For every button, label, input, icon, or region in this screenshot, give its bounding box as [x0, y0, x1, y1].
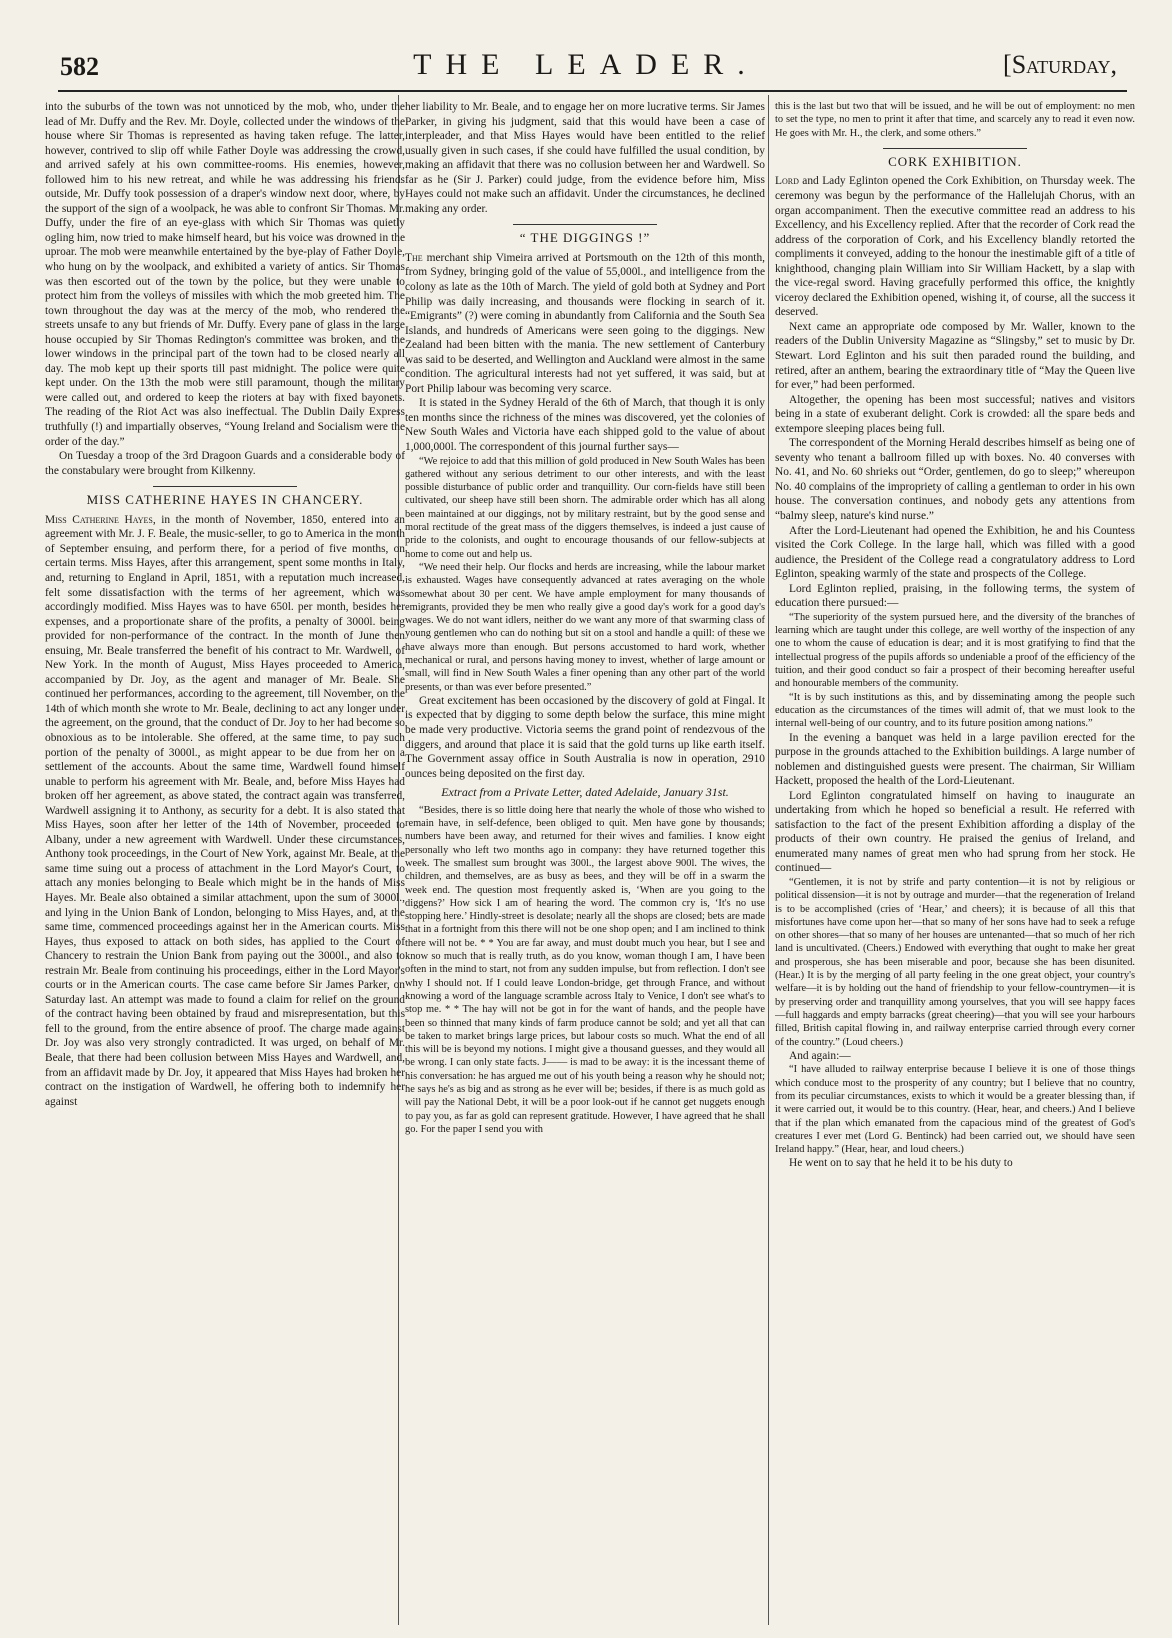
quoted-paragraph: “Besides, there is so little doing here that nearly the whole of those who wished to remain have, in self-defence, been obliged to quit. Men have gone by thousands; numbers have been away, and returned for their wives and families. I know eight personally who left two months ago in company: they have returned together this week. The smallest sum brought was 300l., the largest above 900l. The wives, the children, and themselves, are as busy as bees, and they will be off in a swarm the week end. The question most frequently asked is, ‘When are you going to the diggens?’ How sick I am of hearing the word. The common cry is, ‘It's no use stopping here.’ Hindly-street is desolate; nearly all the shops are closed; bets are made that in a fortnight from this there will not be one shop open; and I am inclined to think there will not be. * * You are far away, and must doubt much you hear, but I see and know so much that is really truth, as do you know, woman though I am, I have been often in the mind to start, not from any sudden impulse, but from reflection. I don't see why I should not. If I could leave London-bridge, get through France, and without knowing a word of the language scramble across Italy to Venice, I don't see what's to stop me. * * The hay will not be got in for the want of hands, and the people have been so thinned that many kinds of farm produce cannot be sold; and yet all that can be taken to market brings large prices, but labour costs so much. What the end of all this will be is beyond my notions. I might give a thousand guesses, and they would all be wrong. I can only state facts. J—— is mad to be away: it is the incessant theme of his conversation: he has argued me out of his youth being a reason why he should not; he says he's as big and as strong as he ever will be; besides, if there is as much gold as will pay the National Debt, it will be a poor look-out if he cannot get nuggets enough to pay you, as far as gold can represent gratitude. However, I have agreed that he shall go. For the paper I send you with: [405, 804, 765, 1135]
article-paragraph: Lord Eglinton congratulated himself on having to inaugurate an undertaking from which he hoped so beneficial a result. He referred with satisfaction to the fact of the present Exhibition affording a display of the products of their own country. He praised the genius of Ireland, and enumerated many names of great men who had sprung from her stock. He continued—: [775, 789, 1135, 875]
lead-in: The: [405, 251, 423, 264]
article-paragraph: Lord Eglinton replied, praising, in the following terms, the system of education there pursued:—: [775, 582, 1135, 610]
article-paragraph: He went on to say that he held it to be his duty to: [789, 1157, 1013, 1170]
quoted-paragraph: “We rejoice to add that this million of gold produced in New South Wales has been gathered without any serious detriment to our other interests, and with the least possible disturbance of public order and tranquillity. Our corn-fields have still been cultivated, our sheep have still been shorn. The admirable order which has all along been maintained at our diggings, not by military restraint, but by the good sense and moral rectitude of the great mass of the diggers themselves, is indeed a just cause of pride to the colonists, and ought to encourage thousands of our fellow-subjects at home to come out and help us.: [405, 455, 765, 560]
article-paragraph: The merchant ship Vimeira arrived at Portsmouth on the 12th of this month, from Sydney, bringing gold of the value of 55,000l., and intelligence from the colony as late as the 10th of March. The yield of gold both at Sydney and Port Philip was daily increasing, and thousands were flocking in search of it. “Emigrants” (?) were coming in abundantly from California and the South Sea Islands, and hundreds of Americans were seen going to the diggings. New Zealand had been bitten with the mania. The new settlement of Canterbury was said to be deserted, and Wellington and Auckland were almost in the same condition. The agricultural interests had not yet suffered, it was said, but at Port Philip labour was becoming very scarce.: [405, 251, 765, 395]
article-paragraph: Miss Catherine Hayes, in the month of November, 1850, entered into an agreement with Mr. J. F. Beale, the music-seller, to go to America in the month of September ensuing, and perform there, for a period of five months, on certain terms. Miss Hayes, after this arrangement, spent some months in Italy, and, returning to England in April, 1851, with a reputation much increased, felt some dissatisfaction with the terms of her agreement, which was accordingly modified. Miss Hayes was to have 650l. per month, besides her expenses, and a proportionate share of the profits, a penalty of 3000l. being provided for non-performance of the contract. In the month of June then ensuing, Mr. Beale transferred the benefit of his contract to Mr. Wardwell, of New York. In the month of August, Miss Hayes proceeded to America, accompanied by Dr. Joy, as the agent and manager of Mr. Beale. She continued her performances, according to the agreement, till November, on the 14th of which month she wrote to Mr. Beale, declining to act any longer under the agreement, on the ground, that the conduct of Dr. Joy to her had become so obnoxious as to be intolerable. She offered, at the same time, to pay such portion of the penalty of 3000l., as might appear to be due from her on a settlement of the accounts. About the same time, Wardwell found himself unable to perform his agreement with Mr. Beale, and, before Miss Hayes had broken off her agreement, as above stated, the contract again was transferred, Wardwell assigning it to Anthony, as security for a debt. It is also stated that Miss Hayes, soon after her letter of the 14th of November, proceeded to Albany, under a new agreement with Wardwell. Under these circumstances, Anthony took proceedings, in the Court of New York, against Mr. Beale, at the same time suing out a process of attachment in the Lord Mayor's Court, to attach any monies belonging to Beale which might be in the hands of Miss Hayes. Mr. Beale also obtained a similar attachment, upon the sum of 3000l., and lying in the Union Bank of London, belonging to Miss Hayes, and, at the same time, commenced proceedings against her in the American courts. Miss Hayes, thus exposed to attack on both sides, has applied to the Court of Chancery to restrain the Union Bank from paying out the 3000l., and also to restrain Mr. Beale from continuing his proceedings, either in the Lord Mayor's courts or in the American courts. The case came before Sir James Parker, on Saturday last. An attempt was made to found a claim for relief on the ground of the contract having been obtained by fraud and misrepresentation, but this fell to the ground, from the entire absence of proof. The charge made against Dr. Joy was also very strongly contradicted. It was urged, on behalf of Mr. Beale, that there had been collusion between Miss Hayes and Wardwell, and, from an affidavit made by Dr. Joy, it appeared that Miss Hayes had broken her contract on the instigation of Wardwell, he offering both to indemnify her against: [45, 513, 405, 1108]
lead-in: Lord: [775, 175, 799, 188]
column-3: [775, 100, 1135, 1625]
quoted-paragraph: “The superiority of the system pursued here, and the diversity of the branches of learning which are taught under this college, are well worthy of the inspection of any one to whom the cause of education is dear; and it is most gratifying to find that the intellectual progress of the pupils affords so undeniable a proof of the efficiency of the tuition, and their good conduct so fair a prospect of their becoming hereafter useful and honourable members of the community.: [775, 611, 1135, 690]
section-rule: [513, 224, 657, 225]
masthead: [0, 0, 1172, 92]
article-paragraph: The correspondent of the Morning Herald describes himself as being one of seventy who tenant a ballroom filled up with boxes. No. 40 converses with No. 41, and No. 60 shrieks out “Order, gentlemen, do go to sleep;” whereupon No. 40 complains of the impropriety of calling a gentleman to order in his own house. The conversation continues, and nobody gets any attentions from “balmy sleep, nature's kind nurse.”: [775, 437, 1135, 523]
article-paragraph: Altogether, the opening has been most successful; natives and visitors being in a state of exuberant delight. Cork is crowded: all the spare beds and extempore sleeping places being full.: [775, 393, 1135, 435]
subheading: Extract from a Private Letter, dated Adelaide, January 31st.: [441, 785, 729, 800]
section-heading: MISS CATHERINE HAYES IN CHANCERY.: [86, 492, 364, 508]
article-paragraph: Great excitement has been occasioned by the discovery of gold at Fingal. It is expected that by digging to some depth below the surface, this mine might be made very productive. Victoria seems the grand point of rendezvous of the diggers, and around that place it is said that the gold turns up like earth itself. The Government assay office in South Australia is now in operation, 2910 ounces being deposited on the first day.: [405, 694, 765, 780]
article-paragraph: And again:—: [789, 1049, 851, 1062]
quoted-paragraph: this is the last but two that will be issued, and he will be out of employment: no men to set the type, no men to print it after that time, and scarcely any to read it even now. He goes with Mr. H., the clerk, and some others.”: [775, 101, 1135, 139]
quoted-paragraph: “I have alluded to railway enterprise because I believe it is one of those things which conduce most to the prosperity of any country; but I believe that no country, from its peculiar circumstances, exists to which it would be a greater blessing than, if it were carried out, it would be to this country. (Hear, hear, and cheers.) And I believe that if the plan which emanated from the capacious mind of the greatest of God's creatures I ever met (Lord G. Bentinck) had been carried out, we should have seen Ireland happy.” (Hear, hear, and loud cheers.): [775, 1064, 1135, 1156]
lead-in: Miss Catherine Hayes,: [45, 513, 156, 526]
article-paragraph: It is stated in the Sydney Herald of the 6th of March, that though it is only ten months since the richness of the mines was discovered, yet the colonies of New South Wales and Victoria have each shipped gold to the value of about 1,000,000l. The correspondent of this journal further says—: [405, 397, 765, 454]
article-paragraph: After the Lord-Lieutenant had opened the Exhibition, he and his Countess visited the Cork College. In the large hall, which was filled with a good audience, the President of the College read a congratulatory address to Lord Eglinton, speaking warmly of the state and prospects of the College.: [775, 524, 1135, 581]
section-rule: [153, 486, 297, 487]
section-heading: CORK EXHIBITION.: [888, 153, 1022, 169]
article-paragraph: Lord and Lady Eglinton opened the Cork Exhibition, on Thursday week. The ceremony was begun by the performance of the Hallelujah Chorus, with an organ accompaniment. Then the executive committee read an address to his Excellency, and his Excellency replied. After that the recorder of Cork read the address of the corporation of Cork, and his Excellency blandly retorted the compliments it conveyed, adding to the honour the inestimable gift of a title of knighthood, changing plain William into Sir William Hackett, by a slap with the vice-regal sword. Having gracefully performed this office, the knightly viceroy declared the Exhibition opened, wishing it, of course, all the success it deserved.: [775, 175, 1135, 319]
article-paragraph: On Tuesday a troop of the 3rd Dragoon Guards and a considerable body of the constabulary were brought from Kilkenny.: [45, 450, 405, 477]
publication-title: THE LEADER.: [413, 48, 759, 81]
section-heading: “ THE DIGGINGS !”: [519, 230, 651, 246]
article-paragraph: her liability to Mr. Beale, and to engage her on more lucrative terms. Sir James Parker, in giving his judgment, said that this would have been a case of interpleader, and that Miss Hayes would have been entitled to the relief usually given in such cases, if she could have fulfilled the usual condition, by making an affidavit that there was no collusion between her and Wardwell. So far as he (Sir J. Parker) could judge, from the evidence before him, Miss Hayes could not make such an affidavit. Under the circumstances, he declined making any order.: [405, 101, 765, 215]
article-paragraph: Next came an appropriate ode composed by Mr. Waller, known to the readers of the Dublin University Magazine as “Slingsby,” set to music by Dr. Stewart. Lord Eglinton and his suit then paraded round the building, and retired, after an anthem, bearing the extraordinary title of “May the Queen live for ever,” had been performed.: [775, 320, 1135, 392]
page-number: 582: [60, 52, 99, 81]
dateline: [Saturday,: [1003, 50, 1117, 79]
column-rule: [768, 95, 769, 1625]
column-1: [45, 100, 405, 1625]
quoted-paragraph: “Gentlemen, it is not by strife and party contention—it is not by religious or political dissension—it is not by outrage and murder—that the regeneration of Ireland is to be accomplished (cries of ‘Hear,’ and cheers); it is because of all this that misfortunes have come upon her—that so many of her sons have had to seek a refuge on other shores—that so many of her houses are untenanted—that so much of her rich land is uncultivated. (Cheers.) Endowed with everything that ought to make her great and prosperous, she has been miserable and poor, because she has been disunited. (Hear.) It is by the merging of all party feeling in the one great object, your country's welfare—it is by holding out the hand of friendship to your fellow-countrymen—it is by preserving order and tranquillity among yourselves, that you will see happy faces—full haggards and empty barracks (great cheering)—that you will see your harbours filled, British capital flowing in, and railway enterprise carried through every corner of the country.” (Loud cheers.): [775, 876, 1135, 1048]
header-rule: [58, 90, 1127, 92]
column-2: [405, 100, 765, 1625]
quoted-paragraph: “It is by such institutions as this, and by disseminating among the people such education as the circumstances of the times will admit of, that we must look to the internal well-being of our country, and to its future position among nations.”: [775, 691, 1135, 730]
quoted-paragraph: “We need their help. Our flocks and herds are increasing, while the labour market is exhausted. Wages have consequently advanced at rates averaging on the whole somewhat about 30 per cent. We have ample employment for many thousands of emigrants, provided they be men who really give a good day's work for a good day's wages. We do not want idlers, neither do we want any more of that swarming class of young gentlemen who can do nothing but sit on a stool and handle a quill: of these we have always more than enough. But persons accustomed to hard work, whether mechanical or rural, and persons having money to invest, whether of large amount or small, will find in New South Wales a finer opening than any other part of the world presents, or than was ever before presented.”: [405, 561, 765, 693]
section-rule: [883, 148, 1027, 149]
article-paragraph: In the evening a banquet was held in a large pavilion erected for the purpose in the grounds attached to the Exhibition buildings. A large number of noblemen and distinguished guests were present. The chairman, Sir William Hackett, proposed the health of the Lord-Lieutenant.: [775, 731, 1135, 788]
article-paragraph: into the suburbs of the town was not unnoticed by the mob, who, under the lead of Mr. Duffy and the Rev. Mr. Doyle, collected under the windows of the house where Sir Thomas is represented as having taken refuge. The latter, however, contrived to slip off while Father Doyle was addressing the crowd, and arrived safely at his own committee-rooms. His enemies, however, followed him to his new retreat, and while he was addressing his friends outside, Mr. Duffy took possession of a draper's window next door, where, by the support of the sign of a woolpack, he was able to confront Sir Thomas. Mr. Duffy, under the fire of an eye-glass with which Sir Thomas was quietly ogling him, now tried to make himself heard, but his voice was drowned in the uproar. The mob were meanwhile entertained by the bye-play of Father Doyle, who hung on by the woolpack, and exhibited a variety of antics. Sir Thomas was then escorted out of the town by the police, but they were unable to protect him from the volleys of missiles with which the mob greeted him. The town throughout the day was at the mercy of the mob, who rendered the streets unsafe to any but friends of Mr. Duffy. Every pane of glass in the large house occupied by Sir Thomas Redington's committee was broken, and the lower windows in the principal part of the town had to be closed nearly all day. The mob kept up their sports till past midnight. The police were quite kept under. On the 13th the mob were still paramount, though the military were called out, and ordered to keep the rioters at bay with fixed bayonets. The reading of the Riot Act was also ineffectual. The Dublin Daily Express truthfully (!) and impartially observes, “Young Ireland and Socialism were the order of the day.”: [45, 101, 405, 448]
